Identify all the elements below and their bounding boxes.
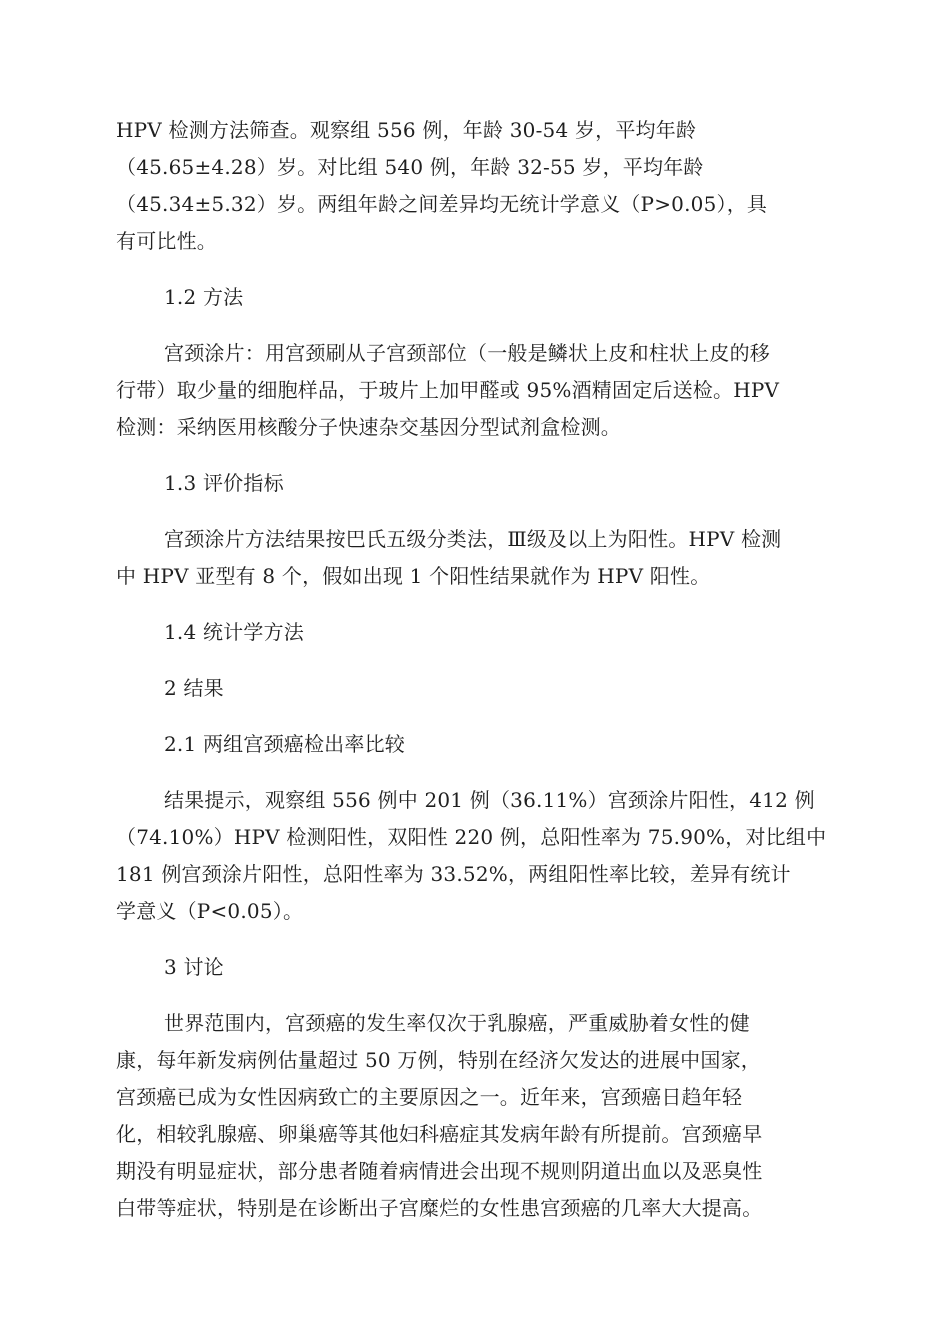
- paragraph-discussion: [116, 1005, 832, 1227]
- text-line: 有可比性。: [116, 229, 217, 253]
- text-line: HPV 检测方法筛查。观察组 556 例，年龄 30-54 岁，平均年龄: [116, 118, 697, 142]
- paragraph-evaluation: [116, 521, 832, 595]
- section-heading-results: [116, 670, 832, 707]
- text-line: 世界范围内，宫颈癌的发生率仅次于乳腺癌，严重威胁着女性的健: [164, 1011, 750, 1035]
- section-heading-evaluation: [116, 465, 832, 502]
- section-heading-methods: [116, 279, 832, 316]
- text-line: 检测：采纳医用核酸分子快速杂交基因分型试剂盒检测。: [116, 415, 621, 439]
- heading-text: 2.1 两组宫颈癌检出率比较: [164, 732, 405, 756]
- text-line: 康，每年新发病例估量超过 50 万例，特别在经济欠发达的进展中国家，: [116, 1048, 761, 1072]
- document-page: [116, 112, 832, 1246]
- text-line: （45.65±4.28）岁。对比组 540 例，年龄 32-55 岁，平均年龄: [116, 155, 704, 179]
- section-heading-statistics: [116, 614, 832, 651]
- paragraph-subjects: [116, 112, 832, 260]
- text-line: 行带）取少量的细胞样品，于玻片上加甲醛或 95%酒精固定后送检。HPV: [116, 378, 780, 402]
- text-line: 宫颈癌已成为女性因病致亡的主要原因之一。近年来，宫颈癌日趋年轻: [116, 1085, 743, 1109]
- heading-text: 2 结果: [164, 676, 224, 700]
- text-line: （45.34±5.32）岁。两组年龄之间差异均无统计学意义（P>0.05），具: [116, 192, 768, 216]
- heading-text: 1.2 方法: [164, 285, 244, 309]
- text-line: 181 例宫颈涂片阳性，总阳性率为 33.52%，两组阳性率比较，差异有统计: [116, 862, 791, 886]
- text-line: 白带等症状，特别是在诊断出子宫糜烂的女性患宫颈癌的几率大大提高。: [116, 1196, 763, 1220]
- heading-text: 3 讨论: [164, 955, 224, 979]
- text-line: 期没有明显症状，部分患者随着病情进会出现不规则阴道出血以及恶臭性: [116, 1159, 763, 1183]
- text-line: （74.10%）HPV 检测阳性，双阳性 220 例，总阳性率为 75.90%，对比组中: [116, 825, 827, 849]
- text-line: 化，相较乳腺癌、卵巢癌等其他妇科癌症其发病年龄有所提前。宫颈癌早: [116, 1122, 763, 1146]
- section-heading-comparison: [116, 726, 832, 763]
- text-line: 学意义（P<0.05）。: [116, 899, 304, 923]
- text-line: 中 HPV 亚型有 8 个，假如出现 1 个阳性结果就作为 HPV 阳性。: [116, 564, 711, 588]
- heading-text: 1.4 统计学方法: [164, 620, 304, 644]
- text-line: 宫颈涂片方法结果按巴氏五级分类法，Ⅲ级及以上为阳性。HPV 检测: [164, 527, 782, 551]
- paragraph-results: [116, 782, 832, 930]
- text-line: 结果提示，观察组 556 例中 201 例（36.11%）宫颈涂片阳性，412 例: [164, 788, 815, 812]
- text-line: 宫颈涂片：用宫颈刷从子宫颈部位（一般是鳞状上皮和柱状上皮的移: [164, 341, 770, 365]
- paragraph-methods: [116, 335, 832, 446]
- section-heading-discussion: [116, 949, 832, 986]
- heading-text: 1.3 评价指标: [164, 471, 284, 495]
